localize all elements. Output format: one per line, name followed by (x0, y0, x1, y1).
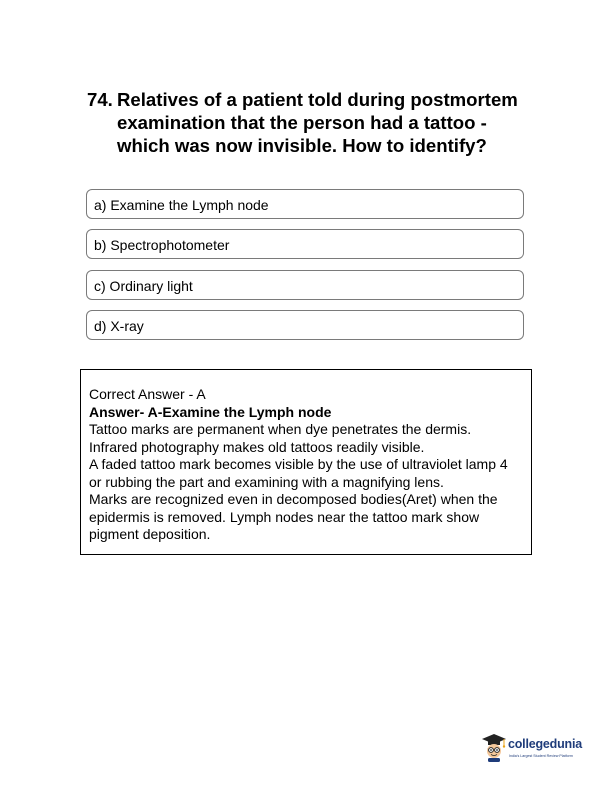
graduate-mascot-icon (481, 733, 507, 763)
explanation-line: Marks are recognized even in decomposed bodies(Aret) when the (89, 491, 498, 507)
explanation-line: or rubbing the part and examining with a magnifying lens. (89, 473, 444, 490)
logo-name: collegedunia (508, 737, 583, 751)
question (87, 88, 527, 157)
answer-explanation-box (80, 369, 532, 555)
option-label: b) Spectrophotometer (94, 237, 230, 253)
collegedunia-logo (481, 733, 581, 763)
logo-tagline: India's Largest Student Review Platform (509, 754, 573, 758)
answer-heading: Answer- A-Examine the Lymph node (89, 403, 332, 420)
option-b[interactable] (86, 229, 524, 259)
question-number: 74. (87, 89, 113, 110)
correct-answer: Correct Answer - A (89, 386, 206, 402)
explanation-line: Tattoo marks are permanent when dye penetrates the dermis. (89, 421, 472, 437)
option-c[interactable] (86, 270, 524, 300)
explanation-line: pigment deposition. (89, 526, 211, 542)
question-text: Relatives of a patient told during postmortem examination that the person had a tattoo - which was now invisible. How to identify? (117, 89, 518, 156)
option-label: c) Ordinary light (94, 278, 193, 294)
option-label: a) Examine the Lymph node (94, 197, 269, 213)
explanation-line: epidermis is removed. Lymph nodes near the tattoo mark show (89, 508, 480, 525)
option-a[interactable] (86, 189, 524, 219)
explanation-line: Infrared photography makes old tattoos readily visible. (89, 438, 425, 455)
explanation-line: A faded tattoo mark becomes visible by the use of ultraviolet lamp 4 (89, 456, 508, 472)
option-label: d) X-ray (94, 318, 144, 334)
option-d[interactable] (86, 310, 524, 340)
